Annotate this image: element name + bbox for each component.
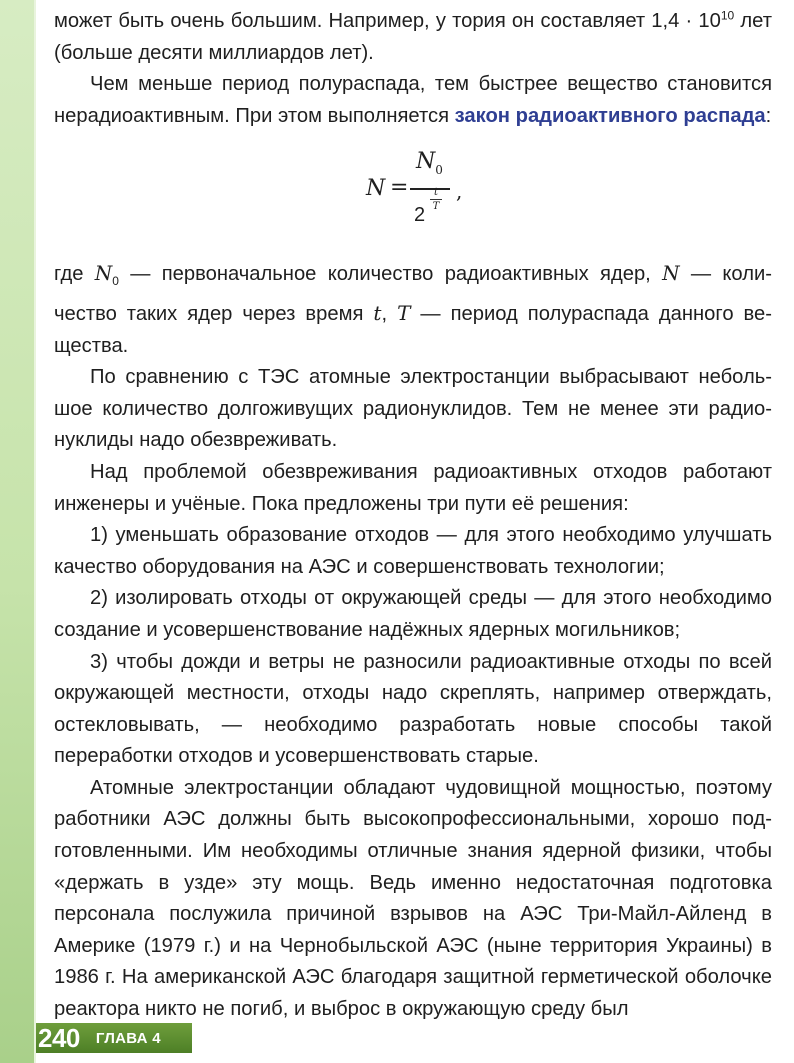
term-decay-law: закон радиоактивного распада bbox=[454, 104, 766, 127]
page-footer bbox=[36, 1023, 192, 1053]
symbol-n: N bbox=[662, 261, 680, 286]
list-item-3: 3) чтобы дожди и ветры не разносили радиоактивные отходы по всей окружающей местности, отходы надо скреплять, например отверждать, остекловывать, — необходимо разработать новые способы такой переработки отходов и усовершенствовать старые. bbox=[54, 650, 772, 768]
paragraph-personnel: Атомные электростанции обладают чудовищной мощностью, поэтому работники АЭС должны быть высокопрофессиональными, хорошо подготовленными. Им необходимы отличные знания ядерной физики, чтобы «держать в узде» эту мощь. Ведь именно недостаточная подготовка персонала послужила причиной взрывов на АЭС Три-Майл-Айленд в Америке (1979 г.) и на Чернобыльской АЭС (ныне территория Украины) в 1986 г. На американской АЭС благодаря защитной герметической оболочке реактора никто не погиб, и выброс в окружающую среду был bbox=[54, 776, 772, 1021]
list-item-1: 1) уменьшать образование отходов — для этого необходимо улучшать качество оборудования на АЭС и совершенствовать технологии; bbox=[54, 524, 772, 578]
symbol-t: t bbox=[373, 300, 382, 325]
paragraph-thorium: может быть очень большим. Например, у тория он составляет $1,4 \cdot 10^{10}$ лет (больше десяти миллиардов лет). bbox=[54, 8, 772, 64]
formula-lhs: N bbox=[366, 176, 386, 202]
decay-formula bbox=[54, 132, 772, 258]
symbol-T: T bbox=[397, 300, 411, 325]
formula-exponent: t T bbox=[430, 187, 442, 212]
page-number: 240 bbox=[38, 1022, 80, 1053]
exponent: 10 bbox=[720, 8, 735, 23]
formula-denominator: 2 bbox=[414, 204, 426, 227]
chapter-label: ГЛАВА 4 bbox=[95, 1029, 161, 1047]
list-item-2: 2) изолировать отходы от окружающей среды — для этого необходимо создание и усовершенствование надёжных ядерных могильников; bbox=[54, 587, 772, 641]
text-body bbox=[54, 6, 772, 1026]
formula-comma: , bbox=[456, 179, 463, 204]
paragraph-waste: Над проблемой обезвреживания радиоактивных отходов работают инженеры и учёные. Пока предложены три пути её решения: bbox=[54, 460, 772, 515]
paragraph-decay-law: Чем меньше период полураспада, тем быстрее вещество становится нерадиоактивным. При этом выполняется закон радиоактивного распада: bbox=[54, 73, 772, 127]
paragraph-symbols: где $N_0$ — первоначальное количество радиоактивных ядер, N — количество таких ядер через время t, T — период полураспада данного вещества. bbox=[54, 261, 773, 357]
formula-equals: = bbox=[390, 175, 409, 201]
paragraph-tes: По сравнению с ТЭС атомные электростанции выбрасывают небольшое количество долгоживущих радионуклидов. Тем не менее эти радионуклиды надо обезвреживать. bbox=[54, 366, 772, 452]
formula-numerator: $N_0$ bbox=[416, 149, 443, 178]
page-side-band bbox=[0, 0, 36, 1063]
symbol-n0: $N_0$ bbox=[94, 261, 119, 289]
